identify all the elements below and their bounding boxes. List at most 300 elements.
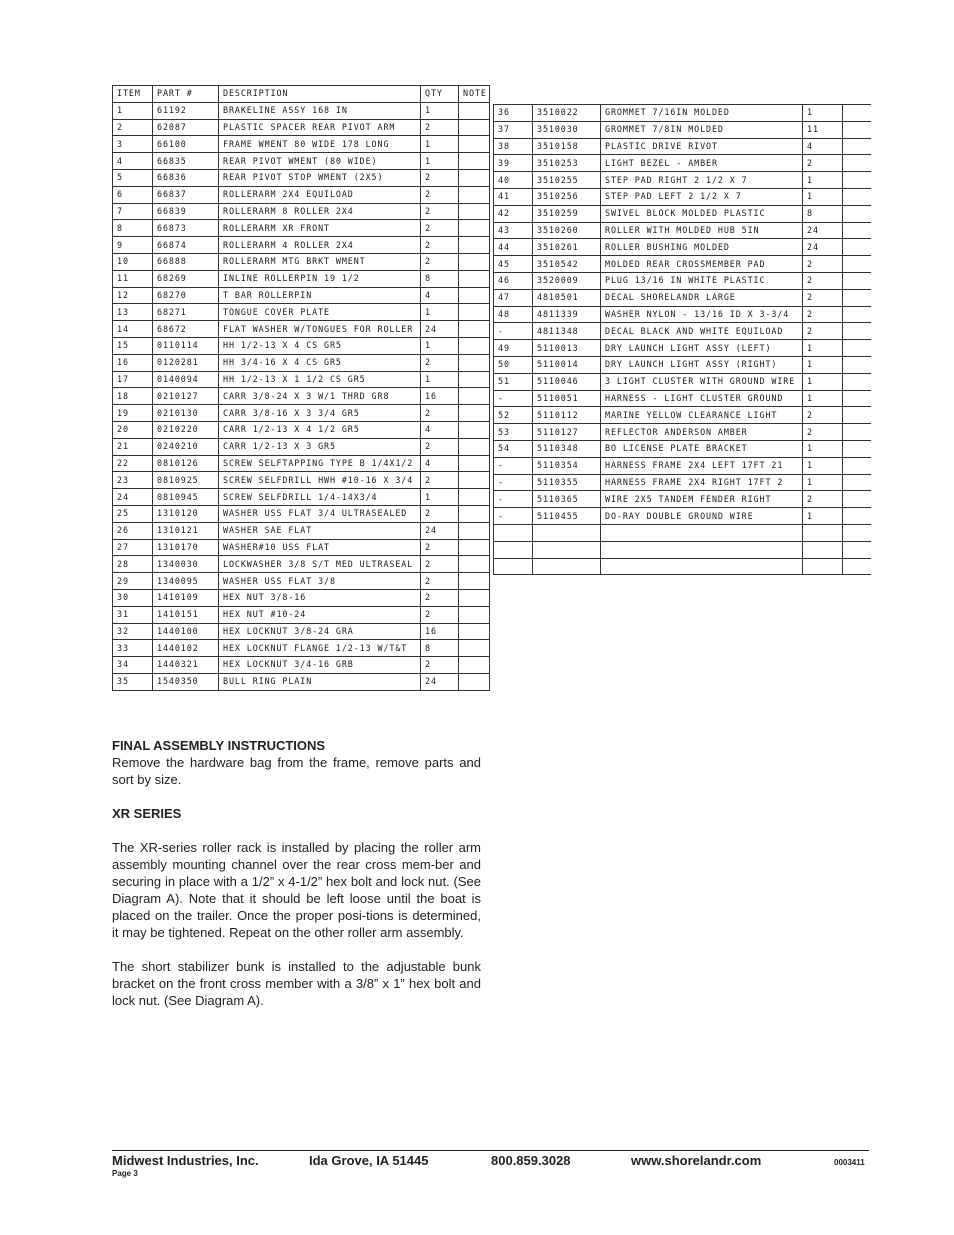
cell-description: HH 1/2-13 X 1 1/2 CS GR5 bbox=[219, 371, 421, 388]
cell-description: WASHER#10 USS FLAT bbox=[219, 539, 421, 556]
cell-item: - bbox=[494, 474, 533, 491]
table-row bbox=[113, 287, 490, 304]
cell-note bbox=[843, 340, 871, 357]
table-row bbox=[113, 556, 490, 573]
cell-part-number: 4811348 bbox=[533, 323, 601, 340]
table-row bbox=[113, 220, 490, 237]
cell-description bbox=[601, 541, 803, 558]
table-row bbox=[494, 390, 871, 407]
cell-part-number: 3520009 bbox=[533, 272, 601, 289]
cell-item: 6 bbox=[113, 186, 153, 203]
cell-note bbox=[843, 205, 871, 222]
instructions-heading: FINAL ASSEMBLY INSTRUCTIONS bbox=[112, 738, 326, 753]
cell-qty: 2 bbox=[421, 119, 459, 136]
cell-item: - bbox=[494, 390, 533, 407]
cell-item bbox=[494, 524, 533, 541]
cell-part-number: 1440321 bbox=[153, 657, 219, 674]
cell-part-number: 5110455 bbox=[533, 508, 601, 525]
cell-item: 17 bbox=[113, 371, 153, 388]
cell-part-number: 66888 bbox=[153, 253, 219, 270]
cell-item: 38 bbox=[494, 138, 533, 155]
cell-part-number: 66836 bbox=[153, 169, 219, 186]
cell-part-number: 68270 bbox=[153, 287, 219, 304]
cell-qty: 1 bbox=[803, 340, 843, 357]
cell-note bbox=[843, 407, 871, 424]
footer-phone: 800.859.3028 bbox=[491, 1153, 571, 1168]
table-row bbox=[494, 121, 871, 138]
cell-part-number: 3510261 bbox=[533, 239, 601, 256]
cell-item: 47 bbox=[494, 289, 533, 306]
cell-item: 35 bbox=[113, 673, 153, 690]
cell-item: 50 bbox=[494, 356, 533, 373]
table-row bbox=[113, 304, 490, 321]
cell-note bbox=[459, 556, 490, 573]
cell-part-number: 5110051 bbox=[533, 390, 601, 407]
table-row bbox=[113, 388, 490, 405]
cell-item: 46 bbox=[494, 272, 533, 289]
cell-qty: 2 bbox=[421, 505, 459, 522]
cell-qty: 4 bbox=[421, 287, 459, 304]
cell-part-number: 3510260 bbox=[533, 222, 601, 239]
cell-part-number: 0140094 bbox=[153, 371, 219, 388]
cell-item: 26 bbox=[113, 522, 153, 539]
cell-description: REFLECTOR ANDERSON AMBER bbox=[601, 424, 803, 441]
table-row bbox=[113, 119, 490, 136]
cell-part-number: 66874 bbox=[153, 237, 219, 254]
cell-description: ROLLER BUSHING MOLDED bbox=[601, 239, 803, 256]
cell-part-number: 0810925 bbox=[153, 472, 219, 489]
cell-note bbox=[459, 119, 490, 136]
table-row bbox=[113, 606, 490, 623]
cell-note bbox=[843, 121, 871, 138]
table-row bbox=[113, 354, 490, 371]
table-row bbox=[113, 573, 490, 590]
cell-description: WASHER NYLON - 13/16 ID X 3-3/4 bbox=[601, 306, 803, 323]
cell-description: WIRE 2X5 TANDEM FENDER RIGHT bbox=[601, 491, 803, 508]
cell-part-number: 1440102 bbox=[153, 640, 219, 657]
cell-part-number: 1340095 bbox=[153, 573, 219, 590]
cell-description: CARR 3/8-24 X 3 W/1 THRD GR8 bbox=[219, 388, 421, 405]
cell-description: CARR 3/8-16 X 3 3/4 GR5 bbox=[219, 405, 421, 422]
cell-qty: 2 bbox=[421, 169, 459, 186]
cell-part-number: 5110355 bbox=[533, 474, 601, 491]
cell-qty: 2 bbox=[421, 539, 459, 556]
cell-qty: 1 bbox=[421, 371, 459, 388]
document-number: 0003411 bbox=[834, 1158, 865, 1167]
cell-part-number: 1410151 bbox=[153, 606, 219, 623]
table-row bbox=[494, 457, 871, 474]
cell-note bbox=[843, 541, 871, 558]
cell-item: - bbox=[494, 457, 533, 474]
cell-description: ROLLERARM XR FRONT bbox=[219, 220, 421, 237]
cell-part-number: 0810945 bbox=[153, 489, 219, 506]
cell-qty: 2 bbox=[803, 323, 843, 340]
cell-part-number: 0110114 bbox=[153, 337, 219, 354]
cell-description: HEX NUT #10-24 bbox=[219, 606, 421, 623]
table-row bbox=[113, 136, 490, 153]
cell-item: 31 bbox=[113, 606, 153, 623]
instructions-paragraph-1: The XR-series roller rack is installed by placing the roller arm assembly mounting channel over the rear cross mem-ber and securing in place with a 1/2” x 4-1/2” hex bolt and lock nut. (See Diagram A). Note that it should be left loose until the boat is placed on the trailer. Once the proper posi-tions is determined, it may be tightened. Repeat on the other roller arm assembly. bbox=[112, 840, 481, 940]
cell-item: 23 bbox=[113, 472, 153, 489]
cell-description: WASHER USS FLAT 3/4 ULTRASEALED bbox=[219, 505, 421, 522]
cell-part-number bbox=[533, 558, 601, 575]
cell-item: 24 bbox=[113, 489, 153, 506]
cell-description bbox=[601, 524, 803, 541]
cell-part-number: 5110354 bbox=[533, 457, 601, 474]
cell-qty: 2 bbox=[421, 237, 459, 254]
table-row bbox=[113, 237, 490, 254]
cell-description: HEX LOCKNUT FLANGE 1/2-13 W/T&T bbox=[219, 640, 421, 657]
table-row bbox=[494, 105, 871, 122]
cell-note bbox=[459, 438, 490, 455]
cell-item: 13 bbox=[113, 304, 153, 321]
table-row bbox=[113, 539, 490, 556]
table-row bbox=[113, 253, 490, 270]
table-row bbox=[494, 340, 871, 357]
cell-note bbox=[843, 424, 871, 441]
cell-note bbox=[843, 373, 871, 390]
cell-note bbox=[843, 188, 871, 205]
cell-description: STEP PAD RIGHT 2 1/2 X 7 bbox=[601, 172, 803, 189]
cell-description: HARNESS - LIGHT CLUSTER GROUND bbox=[601, 390, 803, 407]
cell-item: 37 bbox=[494, 121, 533, 138]
table-row bbox=[494, 558, 871, 575]
cell-description: DECAL BLACK AND WHITE EQUILOAD bbox=[601, 323, 803, 340]
cell-item: 49 bbox=[494, 340, 533, 357]
cell-item bbox=[494, 558, 533, 575]
cell-item: 3 bbox=[113, 136, 153, 153]
cell-part-number bbox=[533, 541, 601, 558]
table-row bbox=[113, 623, 490, 640]
cell-note bbox=[459, 657, 490, 674]
cell-item: 53 bbox=[494, 424, 533, 441]
cell-part-number: 5110013 bbox=[533, 340, 601, 357]
cell-part-number: 0120281 bbox=[153, 354, 219, 371]
cell-qty: 2 bbox=[803, 289, 843, 306]
cell-description: ROLLERARM 2X4 EQUILOAD bbox=[219, 186, 421, 203]
table-row bbox=[494, 222, 871, 239]
cell-description: HARNESS FRAME 2X4 RIGHT 17FT 2 bbox=[601, 474, 803, 491]
cell-description: SWIVEL BLOCK MOLDED PLASTIC bbox=[601, 205, 803, 222]
cell-qty: 1 bbox=[803, 188, 843, 205]
cell-description: GROMMET 7/16IN MOLDED bbox=[601, 105, 803, 122]
table-row bbox=[494, 188, 871, 205]
cell-qty: 2 bbox=[421, 253, 459, 270]
cell-qty: 1 bbox=[421, 304, 459, 321]
cell-qty: 4 bbox=[421, 421, 459, 438]
cell-qty: 1 bbox=[803, 440, 843, 457]
cell-description: PLUG 13/16 IN WHITE PLASTIC bbox=[601, 272, 803, 289]
table-row bbox=[113, 186, 490, 203]
cell-qty: 24 bbox=[421, 673, 459, 690]
instructions-paragraph-2: The short stabilizer bunk is installed to the adjustable bunk bracket on the front cross member with a 3/8” x 1” hex bolt and lock nut. (See Diagram A). bbox=[112, 959, 481, 1008]
cell-description: ROLLER WITH MOLDED HUB 5IN bbox=[601, 222, 803, 239]
cell-note bbox=[843, 222, 871, 239]
cell-note bbox=[459, 388, 490, 405]
table-row bbox=[113, 455, 490, 472]
cell-qty: 1 bbox=[803, 172, 843, 189]
cell-note bbox=[459, 455, 490, 472]
cell-part-number: 1310120 bbox=[153, 505, 219, 522]
table-header-row bbox=[113, 86, 490, 103]
table-row bbox=[494, 205, 871, 222]
cell-note bbox=[459, 489, 490, 506]
cell-note bbox=[843, 138, 871, 155]
cell-part-number: 3510259 bbox=[533, 205, 601, 222]
cell-part-number: 66835 bbox=[153, 153, 219, 170]
cell-note bbox=[459, 673, 490, 690]
cell-description: WASHER USS FLAT 3/8 bbox=[219, 573, 421, 590]
cell-description bbox=[601, 558, 803, 575]
cell-qty: 2 bbox=[421, 438, 459, 455]
cell-part-number: 5110112 bbox=[533, 407, 601, 424]
cell-note bbox=[843, 508, 871, 525]
table-row bbox=[113, 169, 490, 186]
cell-qty: 2 bbox=[421, 186, 459, 203]
cell-part-number: 0210220 bbox=[153, 421, 219, 438]
table-row bbox=[113, 321, 490, 338]
cell-description: HEX LOCKNUT 3/4-16 GRB bbox=[219, 657, 421, 674]
cell-part-number: 3510542 bbox=[533, 256, 601, 273]
cell-qty: 2 bbox=[421, 589, 459, 606]
cell-qty: 1 bbox=[421, 102, 459, 119]
cell-note bbox=[843, 289, 871, 306]
cell-item: 19 bbox=[113, 405, 153, 422]
cell-note bbox=[843, 390, 871, 407]
cell-note bbox=[459, 371, 490, 388]
cell-item: 21 bbox=[113, 438, 153, 455]
assembly-instructions bbox=[112, 737, 481, 1009]
cell-part-number: 3510022 bbox=[533, 105, 601, 122]
cell-qty: 1 bbox=[803, 373, 843, 390]
cell-description: TONGUE COVER PLATE bbox=[219, 304, 421, 321]
cell-qty: 1 bbox=[803, 356, 843, 373]
table-row bbox=[113, 505, 490, 522]
cell-description: REAR PIVOT STOP WMENT (2X5) bbox=[219, 169, 421, 186]
table-row bbox=[494, 306, 871, 323]
cell-item: 16 bbox=[113, 354, 153, 371]
cell-qty: 2 bbox=[421, 405, 459, 422]
cell-part-number: 68271 bbox=[153, 304, 219, 321]
cell-part-number: 61192 bbox=[153, 102, 219, 119]
instructions-intro: Remove the hardware bag from the frame, remove parts and sort by size. bbox=[112, 755, 481, 787]
cell-qty: 2 bbox=[421, 573, 459, 590]
cell-note bbox=[459, 640, 490, 657]
cell-qty: 1 bbox=[421, 489, 459, 506]
cell-note bbox=[459, 169, 490, 186]
cell-qty: 1 bbox=[421, 136, 459, 153]
cell-qty: 1 bbox=[803, 457, 843, 474]
header-item: ITEM bbox=[113, 86, 153, 103]
cell-part-number: 0810126 bbox=[153, 455, 219, 472]
cell-note bbox=[459, 220, 490, 237]
cell-part-number: 0240210 bbox=[153, 438, 219, 455]
cell-description: ROLLERARM 8 ROLLER 2X4 bbox=[219, 203, 421, 220]
cell-note bbox=[843, 457, 871, 474]
cell-item: 11 bbox=[113, 270, 153, 287]
table-row bbox=[494, 172, 871, 189]
header-description: DESCRIPTION bbox=[219, 86, 421, 103]
cell-qty: 2 bbox=[421, 220, 459, 237]
cell-qty: 1 bbox=[421, 337, 459, 354]
header-qty: QTY bbox=[421, 86, 459, 103]
cell-description: REAR PIVOT WMENT (80 WIDE) bbox=[219, 153, 421, 170]
cell-item: 22 bbox=[113, 455, 153, 472]
cell-item: 8 bbox=[113, 220, 153, 237]
cell-note bbox=[459, 153, 490, 170]
cell-note bbox=[459, 321, 490, 338]
footer-city: Ida Grove, IA 51445 bbox=[309, 1153, 429, 1168]
table-row bbox=[494, 508, 871, 525]
cell-part-number: 68672 bbox=[153, 321, 219, 338]
cell-qty: 1 bbox=[803, 508, 843, 525]
table-row bbox=[494, 272, 871, 289]
cell-qty: 8 bbox=[803, 205, 843, 222]
cell-description: FRAME WMENT 80 WIDE 178 LONG bbox=[219, 136, 421, 153]
cell-item: - bbox=[494, 491, 533, 508]
cell-qty: 8 bbox=[421, 640, 459, 657]
cell-description: STEP PAD LEFT 2 1/2 X 7 bbox=[601, 188, 803, 205]
cell-qty: 2 bbox=[803, 424, 843, 441]
cell-part-number: 1440100 bbox=[153, 623, 219, 640]
cell-part-number: 1340030 bbox=[153, 556, 219, 573]
cell-note bbox=[843, 524, 871, 541]
cell-item: 7 bbox=[113, 203, 153, 220]
cell-description: PLASTIC DRIVE RIVOT bbox=[601, 138, 803, 155]
cell-description: BRAKELINE ASSY 168 IN bbox=[219, 102, 421, 119]
cell-item: 40 bbox=[494, 172, 533, 189]
table-row bbox=[494, 289, 871, 306]
cell-part-number: 4811339 bbox=[533, 306, 601, 323]
cell-item: 33 bbox=[113, 640, 153, 657]
cell-note bbox=[459, 304, 490, 321]
parts-table-right bbox=[493, 104, 871, 575]
cell-item: 25 bbox=[113, 505, 153, 522]
table-row bbox=[113, 405, 490, 422]
cell-note bbox=[459, 354, 490, 371]
cell-qty: 16 bbox=[421, 388, 459, 405]
cell-note bbox=[459, 237, 490, 254]
cell-part-number: 1310121 bbox=[153, 522, 219, 539]
cell-qty: 16 bbox=[421, 623, 459, 640]
table-row bbox=[113, 589, 490, 606]
cell-qty: 24 bbox=[421, 321, 459, 338]
cell-qty: 4 bbox=[421, 455, 459, 472]
cell-description: WASHER SAE FLAT bbox=[219, 522, 421, 539]
cell-part-number: 66100 bbox=[153, 136, 219, 153]
cell-qty: 2 bbox=[803, 155, 843, 172]
cell-description: HARNESS FRAME 2X4 LEFT 17FT 21 bbox=[601, 457, 803, 474]
cell-item: 2 bbox=[113, 119, 153, 136]
cell-description: HH 3/4-16 X 4 CS GR5 bbox=[219, 354, 421, 371]
table-row bbox=[113, 371, 490, 388]
cell-qty: 4 bbox=[803, 138, 843, 155]
cell-item: 41 bbox=[494, 188, 533, 205]
cell-item: 44 bbox=[494, 239, 533, 256]
cell-item: 9 bbox=[113, 237, 153, 254]
cell-part-number bbox=[533, 524, 601, 541]
cell-part-number: 5110365 bbox=[533, 491, 601, 508]
cell-qty: 1 bbox=[803, 105, 843, 122]
cell-item: 29 bbox=[113, 573, 153, 590]
cell-item: 52 bbox=[494, 407, 533, 424]
cell-note bbox=[459, 421, 490, 438]
header-note: NOTE bbox=[459, 86, 490, 103]
cell-item: 18 bbox=[113, 388, 153, 405]
cell-note bbox=[843, 239, 871, 256]
cell-qty: 24 bbox=[803, 222, 843, 239]
cell-note bbox=[459, 539, 490, 556]
table-row bbox=[113, 489, 490, 506]
cell-qty: 24 bbox=[803, 239, 843, 256]
cell-description: LOCKWASHER 3/8 S/T MED ULTRASEAL bbox=[219, 556, 421, 573]
cell-description: SCREW SELFTAPPING TYPE B 1/4X1/2 bbox=[219, 455, 421, 472]
cell-part-number: 3510256 bbox=[533, 188, 601, 205]
table-row bbox=[113, 640, 490, 657]
table-row bbox=[113, 522, 490, 539]
cell-qty: 24 bbox=[421, 522, 459, 539]
cell-part-number: 0210130 bbox=[153, 405, 219, 422]
cell-note bbox=[459, 522, 490, 539]
cell-part-number: 62087 bbox=[153, 119, 219, 136]
cell-item: 51 bbox=[494, 373, 533, 390]
cell-qty: 8 bbox=[421, 270, 459, 287]
cell-description: DRY LAUNCH LIGHT ASSY (LEFT) bbox=[601, 340, 803, 357]
cell-item: 30 bbox=[113, 589, 153, 606]
cell-note bbox=[843, 105, 871, 122]
cell-note bbox=[843, 474, 871, 491]
cell-part-number: 4810501 bbox=[533, 289, 601, 306]
cell-note bbox=[459, 102, 490, 119]
table-row bbox=[494, 440, 871, 457]
cell-description: BULL RING PLAIN bbox=[219, 673, 421, 690]
cell-description: CARR 1/2-13 X 3 GR5 bbox=[219, 438, 421, 455]
cell-note bbox=[459, 337, 490, 354]
cell-part-number: 5110014 bbox=[533, 356, 601, 373]
cell-qty: 2 bbox=[803, 272, 843, 289]
table-row bbox=[494, 155, 871, 172]
table-row bbox=[494, 424, 871, 441]
cell-part-number: 3510253 bbox=[533, 155, 601, 172]
cell-item: 5 bbox=[113, 169, 153, 186]
cell-note bbox=[459, 203, 490, 220]
table-row bbox=[113, 421, 490, 438]
cell-note bbox=[459, 606, 490, 623]
cell-part-number: 1310170 bbox=[153, 539, 219, 556]
table-row bbox=[113, 270, 490, 287]
cell-note bbox=[843, 256, 871, 273]
cell-qty: 2 bbox=[803, 306, 843, 323]
cell-part-number: 66839 bbox=[153, 203, 219, 220]
cell-description: FLAT WASHER W/TONGUES FOR ROLLER bbox=[219, 321, 421, 338]
cell-part-number: 3510255 bbox=[533, 172, 601, 189]
table-row bbox=[113, 203, 490, 220]
table-row bbox=[494, 407, 871, 424]
cell-part-number: 5110127 bbox=[533, 424, 601, 441]
cell-description: DRY LAUNCH LIGHT ASSY (RIGHT) bbox=[601, 356, 803, 373]
cell-qty: 2 bbox=[421, 354, 459, 371]
page-number: Page 3 bbox=[112, 1169, 138, 1178]
cell-qty: 2 bbox=[421, 606, 459, 623]
cell-description: HEX LOCKNUT 3/8-24 GRA bbox=[219, 623, 421, 640]
cell-description: T BAR ROLLERPIN bbox=[219, 287, 421, 304]
table-row bbox=[494, 491, 871, 508]
cell-qty: 11 bbox=[803, 121, 843, 138]
cell-note bbox=[843, 155, 871, 172]
cell-qty: 1 bbox=[803, 474, 843, 491]
cell-item: 14 bbox=[113, 321, 153, 338]
cell-part-number: 66873 bbox=[153, 220, 219, 237]
